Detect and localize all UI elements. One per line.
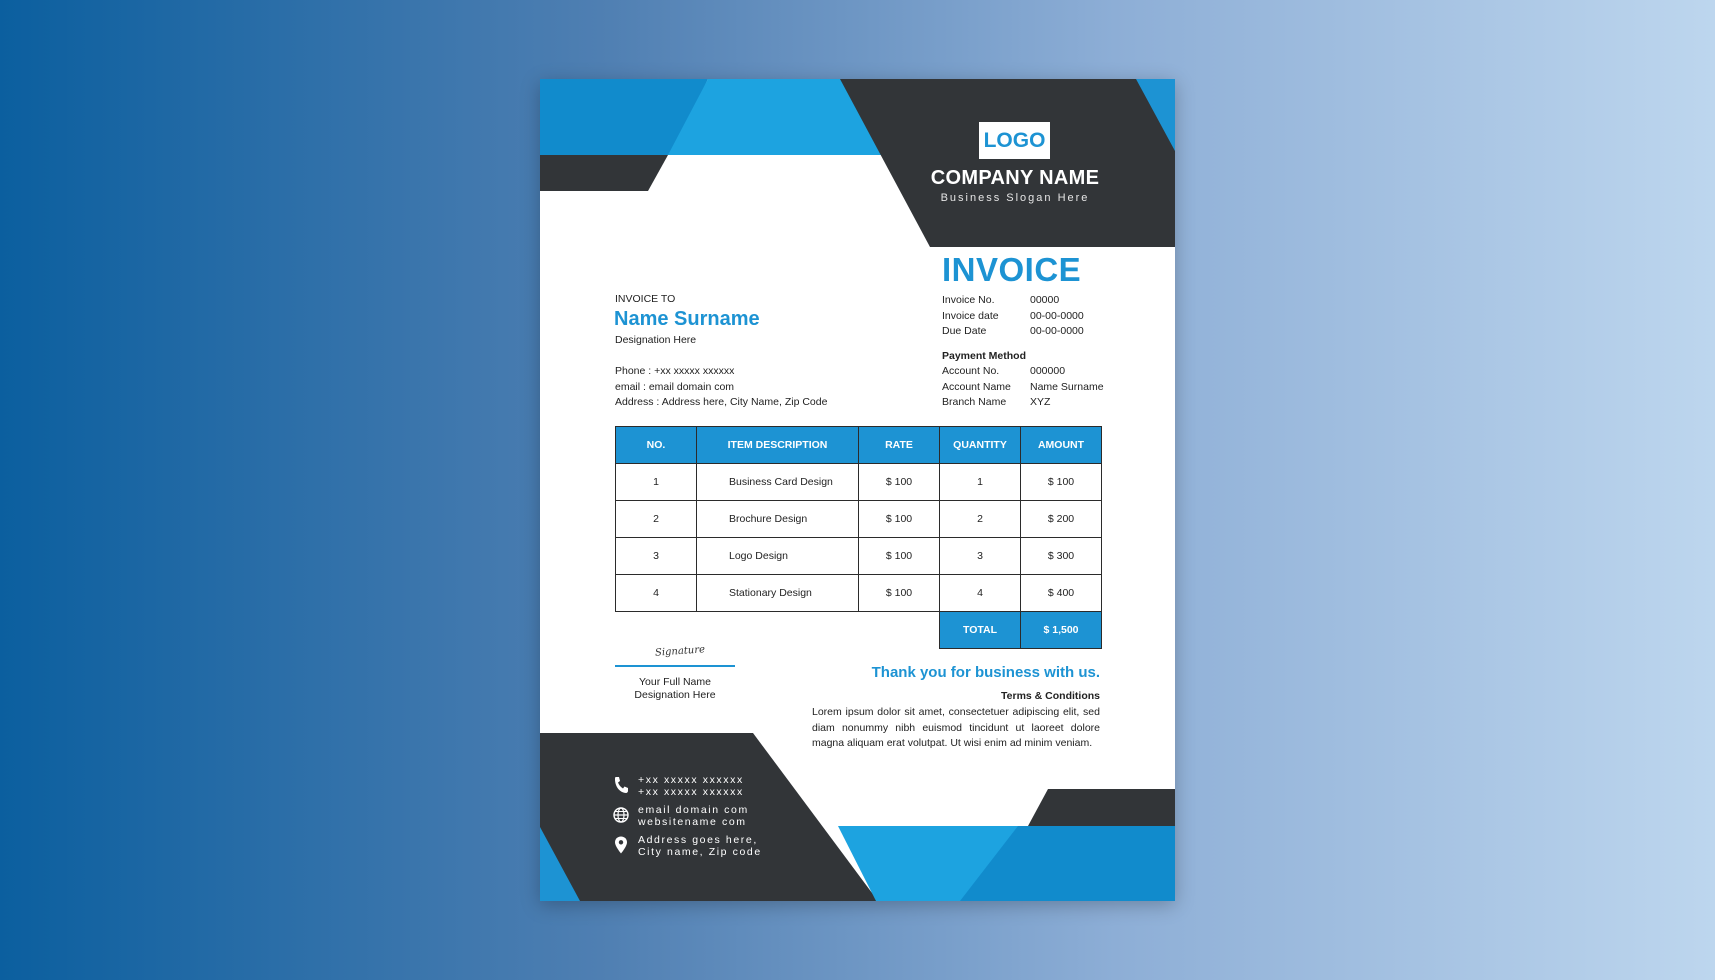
- footer-phone-2: +xx xxxxx xxxxxx: [638, 786, 744, 798]
- footer-address-2: City name, Zip code: [638, 846, 762, 858]
- item-amount: $ 300: [1021, 538, 1102, 575]
- items-table: [615, 426, 1102, 649]
- detail-label: Due Date: [942, 325, 987, 337]
- item-quantity: 3: [940, 538, 1021, 575]
- footer-email: email domain com: [638, 804, 749, 816]
- client-designation: Designation Here: [615, 334, 697, 346]
- item-no: 3: [616, 538, 697, 575]
- company-slogan: Business Slogan Here: [940, 192, 1090, 204]
- signer-designation: Designation Here: [634, 689, 716, 701]
- item-rate: $ 100: [859, 464, 940, 501]
- payment-value: Name Surname: [1030, 381, 1104, 393]
- client-email: email : email domain com: [615, 381, 735, 393]
- thank-you-message: Thank you for business with us.: [871, 664, 1100, 681]
- detail-label: Invoice No.: [942, 294, 995, 306]
- header-dark-panel: [840, 79, 1175, 247]
- item-no: 2: [616, 501, 697, 538]
- item-rate: $ 100: [859, 538, 940, 575]
- item-amount: $ 200: [1021, 501, 1102, 538]
- item-amount: $ 400: [1021, 575, 1102, 612]
- signature-scribble: Signature: [654, 644, 706, 659]
- detail-value: 00000: [1030, 294, 1060, 306]
- detail-value: 00-00-0000: [1030, 310, 1084, 322]
- terms-heading: Terms & Conditions: [1001, 690, 1100, 702]
- payment-label: Account No.: [942, 365, 1000, 377]
- column-header-amount: AMOUNT: [1021, 427, 1102, 464]
- total-label: TOTAL: [940, 612, 1021, 649]
- total-value: $ 1,500: [1021, 612, 1102, 649]
- detail-value: 00-00-0000: [1030, 325, 1084, 337]
- item-description: Stationary Design: [697, 575, 859, 612]
- item-quantity: 4: [940, 575, 1021, 612]
- payment-method-heading: Payment Method: [942, 350, 1027, 362]
- table-row: [616, 464, 1102, 501]
- item-rate: $ 100: [859, 501, 940, 538]
- item-description: Logo Design: [697, 538, 859, 575]
- payment-label: Account Name: [942, 381, 1011, 393]
- column-header-no: NO.: [616, 427, 697, 464]
- header-dark-strip: [540, 155, 668, 191]
- item-quantity: 2: [940, 501, 1021, 538]
- column-header-quantity: QUANTITY: [940, 427, 1021, 464]
- table-row: [616, 538, 1102, 575]
- detail-label: Invoice date: [942, 310, 999, 322]
- table-header-row: [616, 427, 1102, 464]
- invoice-to-label: INVOICE TO: [615, 293, 676, 305]
- item-description: Brochure Design: [697, 501, 859, 538]
- item-description: Business Card Design: [697, 464, 859, 501]
- terms-body: Lorem ipsum dolor sit amet, consectetuer adipiscing elit, sed diam nonummy nibh euismod tincidunt ut laoreet dolore magna aliquam erat volutpat. Ut wisi enim ad minim veniam.: [812, 706, 1100, 749]
- footer-address-1: Address goes here,: [638, 834, 758, 846]
- item-rate: $ 100: [859, 575, 940, 612]
- payment-value: 000000: [1030, 365, 1066, 377]
- company-logo: LOGO: [979, 122, 1050, 159]
- table-row: [616, 575, 1102, 612]
- phone-icon: [612, 775, 630, 795]
- footer-phone-1: +xx xxxxx xxxxxx: [638, 774, 744, 786]
- payment-value: XYZ: [1030, 396, 1051, 408]
- footer-website: websitename com: [638, 816, 747, 828]
- item-quantity: 1: [940, 464, 1021, 501]
- column-header-description: ITEM DESCRIPTION: [697, 427, 859, 464]
- empty-cell: [616, 612, 697, 649]
- item-no: 4: [616, 575, 697, 612]
- column-header-rate: RATE: [859, 427, 940, 464]
- invoice-sheet: [540, 79, 1175, 901]
- signature-line: [615, 665, 735, 667]
- client-phone: Phone : +xx xxxxx xxxxxx: [615, 365, 735, 377]
- location-pin-icon: [612, 835, 630, 855]
- table-row: [616, 501, 1102, 538]
- empty-cell: [697, 612, 859, 649]
- payment-label: Branch Name: [942, 396, 1007, 408]
- globe-icon: [612, 805, 630, 825]
- item-amount: $ 100: [1021, 464, 1102, 501]
- company-name: COMPANY NAME: [930, 167, 1100, 189]
- item-no: 1: [616, 464, 697, 501]
- client-name: Name Surname: [614, 308, 760, 330]
- empty-cell: [859, 612, 940, 649]
- footer-dark-strip: [1028, 789, 1175, 826]
- total-row: [616, 612, 1102, 649]
- signer-name: Your Full Name: [639, 676, 711, 688]
- client-address: Address : Address here, City Name, Zip Code: [615, 396, 828, 408]
- invoice-title: INVOICE: [942, 251, 1082, 288]
